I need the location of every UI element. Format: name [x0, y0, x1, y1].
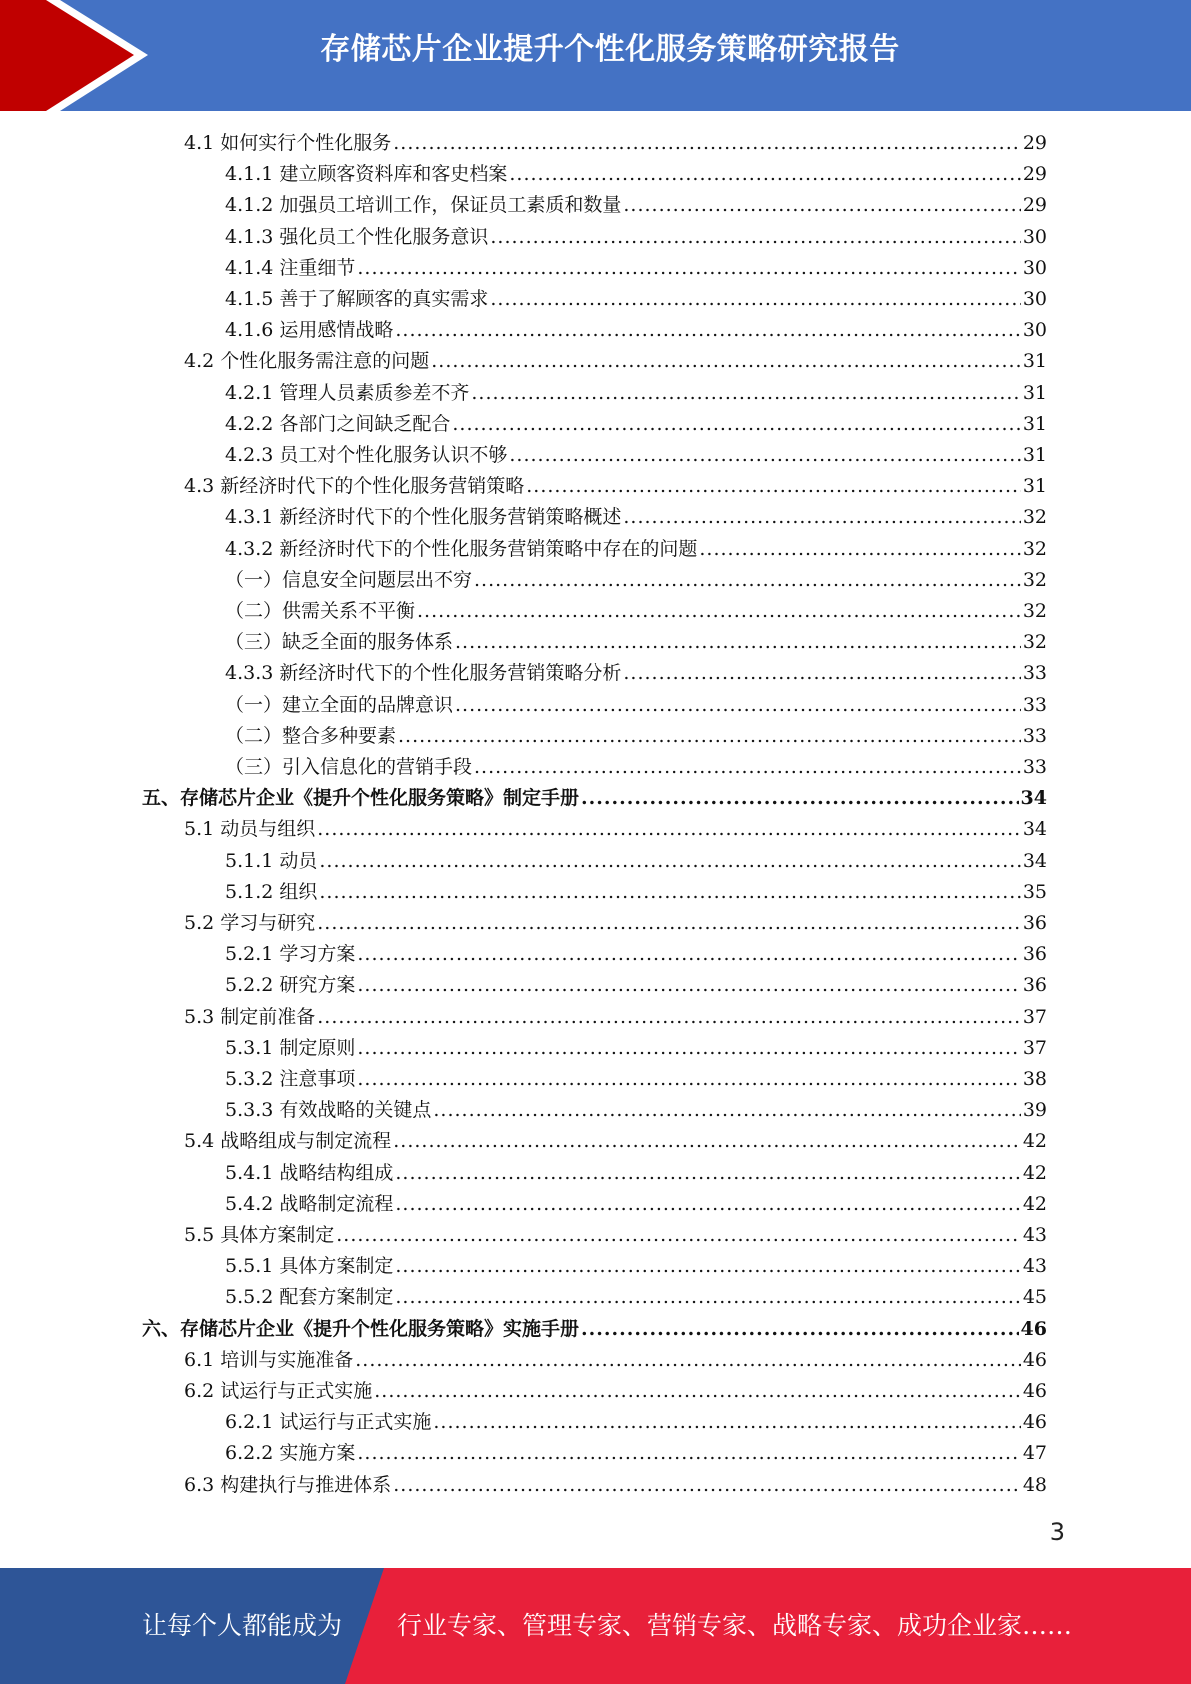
toc-dot-leader: [452, 413, 1020, 435]
toc-entry-label: 4.2.1 管理人员素质参差不齐: [225, 381, 470, 404]
toc-entry-label: 6.2.1 试运行与正式实施: [225, 1411, 432, 1434]
toc-entry[interactable]: [225, 315, 1047, 346]
toc-entry-page: 46: [1022, 1411, 1047, 1434]
toc-entry-label: 5.5 具体方案制定: [184, 1224, 335, 1246]
toc-dot-leader: [581, 1318, 1019, 1340]
toc-entry-page: 43: [1022, 1224, 1047, 1246]
toc-entry-label: 5.4.2 战略制定流程: [225, 1192, 394, 1215]
toc-entry-label: （二）整合多种要素: [225, 724, 397, 747]
toc-entry-label: 六、存储芯片企业《提升个性化服务策略》实施手册: [142, 1317, 580, 1340]
toc-entry-page: 45: [1022, 1286, 1047, 1309]
toc-dot-leader: [581, 787, 1019, 809]
document-title: 存储芯片企业提升个性化服务策略研究报告: [320, 32, 900, 67]
toc-dot-leader: [355, 1349, 1021, 1371]
toc-dot-leader: [417, 600, 1021, 622]
toc-dot-leader: [317, 818, 1021, 840]
toc-entry-page: 46: [1022, 1380, 1047, 1402]
toc-entry-page: 38: [1022, 1068, 1047, 1090]
toc-entry[interactable]: [225, 534, 1047, 565]
toc-dot-leader: [433, 1411, 1020, 1433]
toc-entry-label: 5.3.2 注意事项: [225, 1068, 356, 1090]
toc-entry[interactable]: [225, 409, 1047, 440]
toc-entry[interactable]: [225, 440, 1047, 471]
toc-entry-label: 5.4.1 战略结构组成: [225, 1161, 394, 1184]
toc-entry[interactable]: [225, 190, 1047, 221]
toc-entry-label: 5.2.2 研究方案: [225, 974, 356, 997]
toc-entry-page: 36: [1022, 943, 1047, 966]
toc-entry-label: 5.4 战略组成与制定流程: [184, 1130, 392, 1153]
toc-dot-leader: [357, 1442, 1020, 1464]
toc-dot-leader: [433, 1099, 1020, 1121]
toc-entry-page: 31: [1022, 444, 1047, 466]
toc-entry-page: 29: [1022, 194, 1047, 217]
toc-entry-label: 5.5.2 配套方案制定: [225, 1286, 394, 1309]
toc-entry[interactable]: [225, 1064, 1047, 1095]
toc-entry[interactable]: [184, 908, 1047, 939]
header-chevron-icon: [0, 0, 160, 111]
toc-entry-page: 33: [1022, 756, 1047, 778]
toc-entry-page: 48: [1022, 1473, 1047, 1496]
toc-dot-leader: [509, 163, 1020, 185]
toc-entry-label: 4.2.2 各部门之间缺乏配合: [225, 412, 451, 435]
toc-entry-page: 30: [1022, 288, 1047, 310]
toc-entry-page: 31: [1022, 412, 1047, 435]
toc-entry[interactable]: [184, 471, 1047, 502]
toc-entry-page: 34: [1022, 849, 1047, 872]
toc-entry-label: 5.3.3 有效战略的关键点: [225, 1099, 432, 1122]
toc-dot-leader: [357, 974, 1020, 996]
toc-entry-label: 5.1 动员与组织: [184, 818, 316, 841]
toc-entry[interactable]: [225, 1189, 1047, 1220]
toc-dot-leader: [395, 1162, 1020, 1184]
toc-entry-label: 6.2 试运行与正式实施: [184, 1380, 373, 1402]
toc-entry[interactable]: [225, 378, 1047, 409]
footer-slogan-left: 让每个人都能成为: [142, 1611, 343, 1640]
toc-entry[interactable]: [184, 1470, 1047, 1501]
toc-entry-label: 4.1 如何实行个性化服务: [184, 132, 392, 154]
toc-entry[interactable]: [225, 627, 1047, 658]
toc-entry-page: 30: [1022, 225, 1047, 248]
toc-entry-page: 42: [1022, 1130, 1047, 1153]
toc-entry-label: 5.5.1 具体方案制定: [225, 1255, 394, 1278]
toc-entry-page: 46: [1022, 1348, 1047, 1371]
toc-entry-page: 33: [1022, 693, 1047, 716]
toc-entry[interactable]: [225, 1158, 1047, 1189]
toc-entry[interactable]: [225, 565, 1047, 596]
toc-entry[interactable]: [225, 253, 1047, 284]
toc-entry-label: 五、存储芯片企业《提升个性化服务策略》制定手册: [142, 787, 580, 810]
toc-entry[interactable]: [225, 939, 1047, 970]
toc-dot-leader: [623, 506, 1020, 528]
toc-entry-label: 4.3.3 新经济时代下的个性化服务营销策略分析: [225, 662, 622, 685]
toc-entry[interactable]: [142, 1314, 1047, 1345]
toc-dot-leader: [455, 694, 1021, 716]
toc-dot-leader: [319, 881, 1020, 903]
toc-entry[interactable]: [225, 752, 1047, 783]
toc-entry-label: 6.2.2 实施方案: [225, 1442, 356, 1465]
toc-entry-page: 34: [1020, 787, 1047, 810]
toc-dot-leader: [317, 1006, 1021, 1028]
toc-entry-label: 5.3 制定前准备: [184, 1005, 316, 1028]
toc-entry-page: 37: [1022, 1036, 1047, 1059]
toc-entry[interactable]: [225, 690, 1047, 721]
footer-slogan-right: 行业专家、管理专家、营销专家、战略专家、成功企业家……: [397, 1611, 1073, 1640]
page-number: 3: [1049, 1518, 1065, 1546]
toc-entry[interactable]: [225, 1438, 1047, 1469]
toc-entry[interactable]: [225, 658, 1047, 689]
toc-entry-label: 4.2 个性化服务需注意的问题: [184, 350, 430, 373]
toc-entry-label: 5.1.2 组织: [225, 880, 318, 903]
toc-entry[interactable]: [225, 877, 1047, 908]
toc-dot-leader: [393, 1474, 1021, 1496]
toc-dot-leader: [623, 194, 1020, 216]
page-footer: [0, 1568, 1191, 1684]
toc-dot-leader: [357, 1068, 1020, 1090]
toc-dot-leader: [474, 756, 1021, 778]
toc-entry-label: 4.1.2 加强员工培训工作，保证员工素质和数量: [225, 194, 622, 217]
toc-entry-label: 5.2 学习与研究: [184, 912, 316, 934]
toc-dot-leader: [398, 725, 1021, 747]
toc-entry-label: 6.3 构建执行与推进体系: [184, 1473, 392, 1496]
toc-dot-leader: [393, 1130, 1021, 1152]
toc-dot-leader: [509, 444, 1020, 466]
toc-entry[interactable]: [225, 1282, 1047, 1313]
toc-entry-page: 36: [1022, 974, 1047, 997]
toc-entry[interactable]: [225, 159, 1047, 190]
toc-entry-label: （三）引入信息化的营销手段: [225, 756, 473, 778]
toc-entry-page: 34: [1022, 818, 1047, 841]
toc-entry[interactable]: [225, 222, 1047, 253]
toc-entry-page: 36: [1022, 912, 1047, 934]
toc-entry-label: 6.1 培训与实施准备: [184, 1348, 354, 1371]
toc-entry[interactable]: [225, 846, 1047, 877]
toc-entry[interactable]: [225, 721, 1047, 752]
toc-entry[interactable]: [184, 1002, 1047, 1033]
toc-entry-page: 33: [1022, 662, 1047, 685]
toc-entry-label: 4.2.3 员工对个性化服务认识不够: [225, 444, 508, 466]
toc-entry[interactable]: [142, 783, 1047, 814]
toc-entry[interactable]: [184, 1220, 1047, 1251]
toc-dot-leader: [393, 132, 1021, 154]
toc-entry-label: （一）信息安全问题层出不穷: [225, 568, 473, 591]
toc-dot-leader: [490, 288, 1020, 310]
toc-entry-label: 5.3.1 制定原则: [225, 1036, 356, 1059]
toc-dot-leader: [490, 226, 1020, 248]
toc-entry-page: 32: [1022, 568, 1047, 591]
toc-dot-leader: [336, 1224, 1021, 1246]
toc-entry-label: 4.1.4 注重细节: [225, 256, 356, 279]
toc-entry-label: 4.3 新经济时代下的个性化服务营销策略: [184, 475, 525, 498]
toc-entry-label: 5.2.1 学习方案: [225, 943, 356, 966]
toc-entry-page: 32: [1022, 506, 1047, 529]
toc-dot-leader: [357, 257, 1020, 279]
toc-entry-label: 4.3.1 新经济时代下的个性化服务营销策略概述: [225, 506, 622, 529]
toc-dot-leader: [395, 1193, 1020, 1215]
toc-dot-leader: [699, 538, 1020, 560]
toc-entry-page: 37: [1022, 1005, 1047, 1028]
toc-entry-page: 39: [1022, 1099, 1047, 1122]
toc-entry[interactable]: [225, 970, 1047, 1001]
toc-entry-page: 46: [1020, 1317, 1047, 1340]
toc-dot-leader: [623, 662, 1020, 684]
toc-dot-leader: [395, 319, 1020, 341]
toc-entry-label: 4.1.1 建立顾客资料库和客史档案: [225, 163, 508, 186]
toc-entry-page: 43: [1022, 1255, 1047, 1278]
toc-entry[interactable]: [184, 1376, 1047, 1407]
toc-entry-page: 31: [1022, 381, 1047, 404]
toc-entry-label: 5.1.1 动员: [225, 849, 318, 872]
toc-dot-leader: [319, 850, 1020, 872]
toc-dot-leader: [526, 475, 1021, 497]
toc-entry-page: 32: [1022, 600, 1047, 622]
toc-entry-page: 29: [1022, 163, 1047, 186]
toc-entry[interactable]: [225, 1251, 1047, 1282]
toc-dot-leader: [357, 943, 1020, 965]
toc-entry-label: 4.1.3 强化员工个性化服务意识: [225, 225, 489, 248]
toc-dot-leader: [471, 382, 1020, 404]
toc-entry[interactable]: [225, 284, 1047, 315]
toc-entry[interactable]: [184, 128, 1047, 159]
toc-entry[interactable]: [184, 1345, 1047, 1376]
toc-entry-label: 4.1.6 运用感情战略: [225, 319, 394, 342]
toc-entry-label: 4.1.5 善于了解顾客的真实需求: [225, 288, 489, 310]
toc-dot-leader: [357, 1037, 1020, 1059]
toc-entry-page: 42: [1022, 1192, 1047, 1215]
toc-dot-leader: [395, 1286, 1020, 1308]
page-header: [0, 0, 1191, 111]
toc-entry[interactable]: [184, 346, 1047, 377]
toc-entry[interactable]: [225, 502, 1047, 533]
toc-entry[interactable]: [225, 1033, 1047, 1064]
toc-entry-page: 29: [1022, 132, 1047, 154]
toc-entry-label: （二）供需关系不平衡: [225, 600, 416, 622]
toc-entry-page: 32: [1022, 537, 1047, 560]
toc-entry-page: 31: [1022, 475, 1047, 498]
toc-entry-page: 31: [1022, 350, 1047, 373]
toc-dot-leader: [431, 350, 1021, 372]
toc-entry-page: 30: [1022, 256, 1047, 279]
toc-entry-page: 42: [1022, 1161, 1047, 1184]
toc-entry-page: 30: [1022, 319, 1047, 342]
toc-entry[interactable]: [184, 1126, 1047, 1157]
toc-dot-leader: [374, 1380, 1021, 1402]
toc-dot-leader: [455, 631, 1021, 653]
toc-entry-label: 4.3.2 新经济时代下的个性化服务营销策略中存在的问题: [225, 537, 698, 560]
toc-entry-page: 33: [1022, 724, 1047, 747]
toc-entry-label: （一）建立全面的品牌意识: [225, 693, 454, 716]
toc-entry[interactable]: [225, 1407, 1047, 1438]
toc-entry-label: （三）缺乏全面的服务体系: [225, 631, 454, 654]
toc-dot-leader: [395, 1255, 1020, 1277]
toc-entry-page: 32: [1022, 631, 1047, 654]
toc-entry-page: 35: [1022, 880, 1047, 903]
toc-dot-leader: [474, 569, 1021, 591]
toc-entry-page: 47: [1022, 1442, 1047, 1465]
toc-dot-leader: [317, 912, 1021, 934]
toc-entry[interactable]: [225, 1095, 1047, 1126]
toc-entry[interactable]: [184, 814, 1047, 845]
toc-entry[interactable]: [225, 596, 1047, 627]
